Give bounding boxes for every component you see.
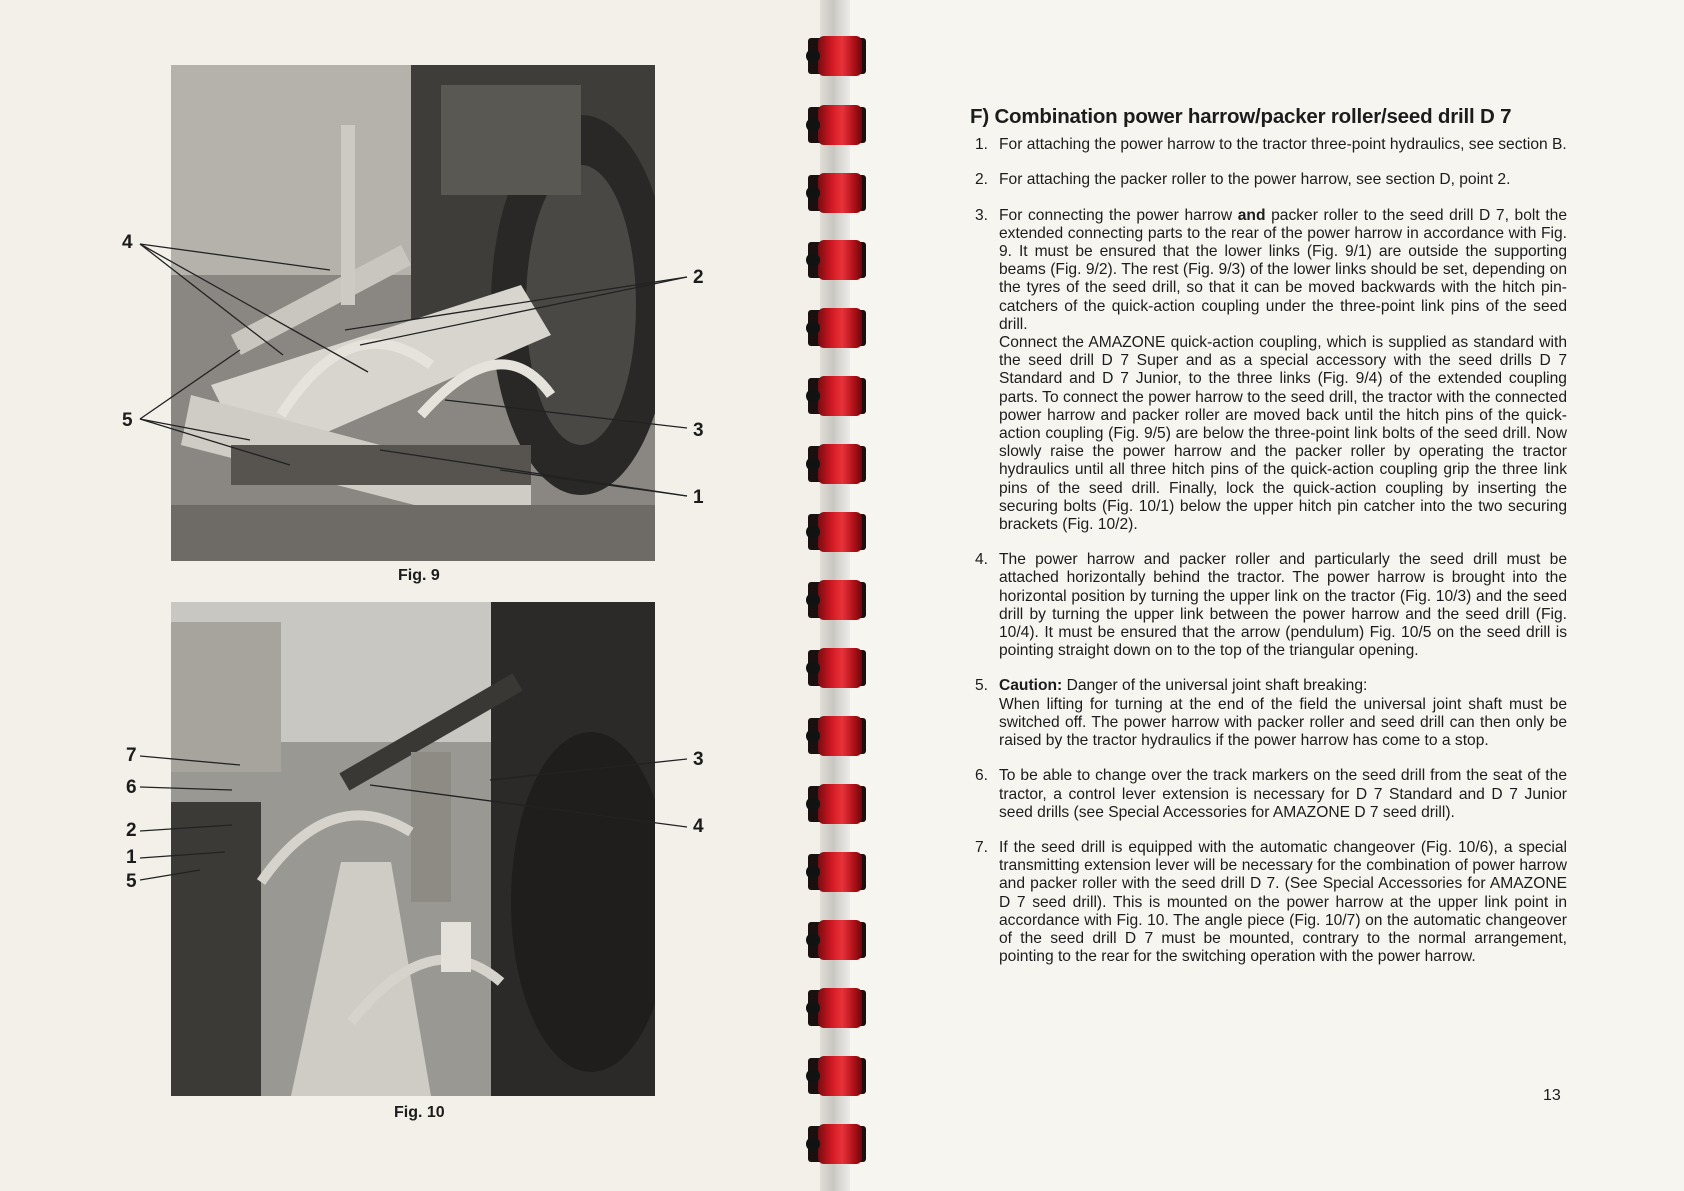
list-item [975, 171, 1567, 189]
fig9-caption: Fig. 9 [398, 567, 440, 584]
fig10-callout-2: 2 [126, 820, 137, 841]
power-harrow-packer-roller-photo-icon [171, 65, 655, 561]
binding-ring [806, 512, 872, 552]
list-item [975, 136, 1567, 154]
item-text-continued: Connect the AMAZONE quick-action coupling, which is supplied as standard with the seed drill D 7 Super and as a special accessory with the seed drills D 7 Standard and D 7 Junior, to the three links (Fig. 9/4) of the extended coupling parts. To connect the power harrow to the seed drill, the tractor with the connected power harrow and packer roller are moved back until the hitch pins of the quick-action coupling (Fig. 9/5) are below the three-point link bolts of the seed drill. Now slowly raise the power harrow and the packer roller by operating the tractor hydraulics until all three hitch pins of the quick-action coupling grip the three link pins of the seed drill. Finally, lock the quick-action coupling by inserting the securing bolts (Fig. 10/1) below the upper hitch pin catcher into the two securing brackets (Fig. 10/2). [999, 334, 1567, 534]
item-number: 2. [975, 171, 989, 189]
item-text: If the seed drill is equipped with the automatic changeover (Fig. 10/6), a special transmitting extension lever will be necessary for the combination of power harrow and packer roller with the seed drill D 7. (See Special Accessories for AMAZONE D 7 seed drill). This is mounted on the power harrow at the upper link point in accordance with Fig. 10. The angle piece (Fig. 10/7) on the automatic changeover of the seed drill D 7 must be mounted, contrary to the normal arrangement, pointing to the rear for the switching operation with the power harrow. [999, 838, 1567, 966]
fig10-callout-4: 4 [693, 816, 704, 837]
item-text: To be able to change over the track markers on the seed drill from the seat of the tractor, a control lever extension is necessary for D 7 Standard and D 7 Junior seed drills (see Special Accessories for AMAZONE D 7 seed drill). [999, 767, 1567, 821]
binding-ring [806, 308, 872, 348]
list-item [975, 551, 1567, 660]
item-number: 3. [975, 206, 989, 224]
item-text-part: packer roller to the seed drill D 7, bolt the extended connecting parts to the rear of the power harrow in accordance with Fig. 9. It must be ensured that the lower links (Fig. 9/1) are outside the supporting beams (Fig. 9/2). The rest (Fig. 9/3) of the lower links should be set, depending on the tyres of the seed drill, so that it can be moved backwards with the hitch pin-catchers of the quick-action coupling under the three-point link pins of the seed drill. [999, 206, 1567, 333]
item-text: For attaching the packer roller to the power harrow, see section D, point 2. [999, 171, 1511, 189]
fig9-callout-1: 1 [693, 487, 704, 508]
binding-ring [806, 376, 872, 416]
item-number: 4. [975, 551, 989, 569]
binding-ring [806, 173, 872, 213]
fig10-photo [171, 602, 655, 1096]
binding-ring [806, 105, 872, 145]
binding-ring [806, 1124, 872, 1164]
list-item [975, 767, 1567, 822]
item-number: 1. [975, 136, 989, 154]
fig10-callout-3: 3 [693, 749, 704, 770]
fig10-callout-1: 1 [126, 847, 137, 868]
item-text-bold: and [1237, 206, 1266, 224]
fig9-callout-3: 3 [693, 420, 704, 441]
binding-ring [806, 580, 872, 620]
section-content [970, 105, 1567, 983]
item-number: 6. [975, 767, 989, 785]
binding-ring [806, 784, 872, 824]
fig9-callout-2: 2 [693, 267, 704, 288]
list-item [975, 677, 1567, 750]
item-text-part: Danger of the universal joint shaft breaking: [1062, 677, 1368, 695]
binding-ring [806, 444, 872, 484]
binding-ring [806, 988, 872, 1028]
fig9-callout-5: 5 [122, 410, 133, 431]
page-number: 13 [1543, 1087, 1561, 1104]
binding-ring [806, 852, 872, 892]
item-text [999, 677, 1567, 695]
item-text-part: For connecting the power harrow [999, 206, 1238, 224]
binding-ring [806, 36, 872, 76]
item-text-continued: When lifting for turning at the end of the field the universal joint shaft must be switched off. The power harrow with packer roller and seed drill can then only be raised by the tractor hydraulics if the power harrow has come to a stop. [999, 695, 1567, 750]
fig10-callout-5: 5 [126, 871, 137, 892]
fig10-callout-7: 7 [126, 745, 137, 766]
list-item [975, 839, 1567, 966]
item-text [999, 207, 1567, 334]
section-heading: F) Combination power harrow/packer roller/seed drill D 7 [970, 105, 1512, 128]
fig9-photo [171, 65, 655, 561]
fig10-callout-6: 6 [126, 777, 137, 798]
binding-ring [806, 920, 872, 960]
item-number: 7. [975, 838, 989, 856]
seed-drill-coupling-photo-icon [171, 602, 655, 1096]
binding-ring [806, 240, 872, 280]
binding-ring [806, 716, 872, 756]
caution-label: Caution: [999, 677, 1063, 695]
item-number: 5. [975, 677, 989, 695]
spiral-binding [806, 0, 876, 1191]
list-item [975, 207, 1567, 535]
binding-ring [806, 648, 872, 688]
fig10-caption: Fig. 10 [394, 1104, 445, 1121]
binding-ring [806, 1056, 872, 1096]
item-text: For attaching the power harrow to the tractor three-point hydraulics, see section B. [999, 136, 1567, 154]
fig9-callout-4: 4 [122, 232, 133, 253]
item-text: The power harrow and packer roller and particularly the seed drill must be attached horizontally behind the tractor. The power harrow is brought into the horizontal position by turning the upper link on the tractor (Fig. 10/3) and the seed drill by turning the upper link between the power harrow and the seed drill (Fig. 10/4). It must be ensured that the arrow (pendulum) Fig. 10/5 on the seed drill is pointing straight down on to the top of the triangular opening. [999, 551, 1567, 660]
